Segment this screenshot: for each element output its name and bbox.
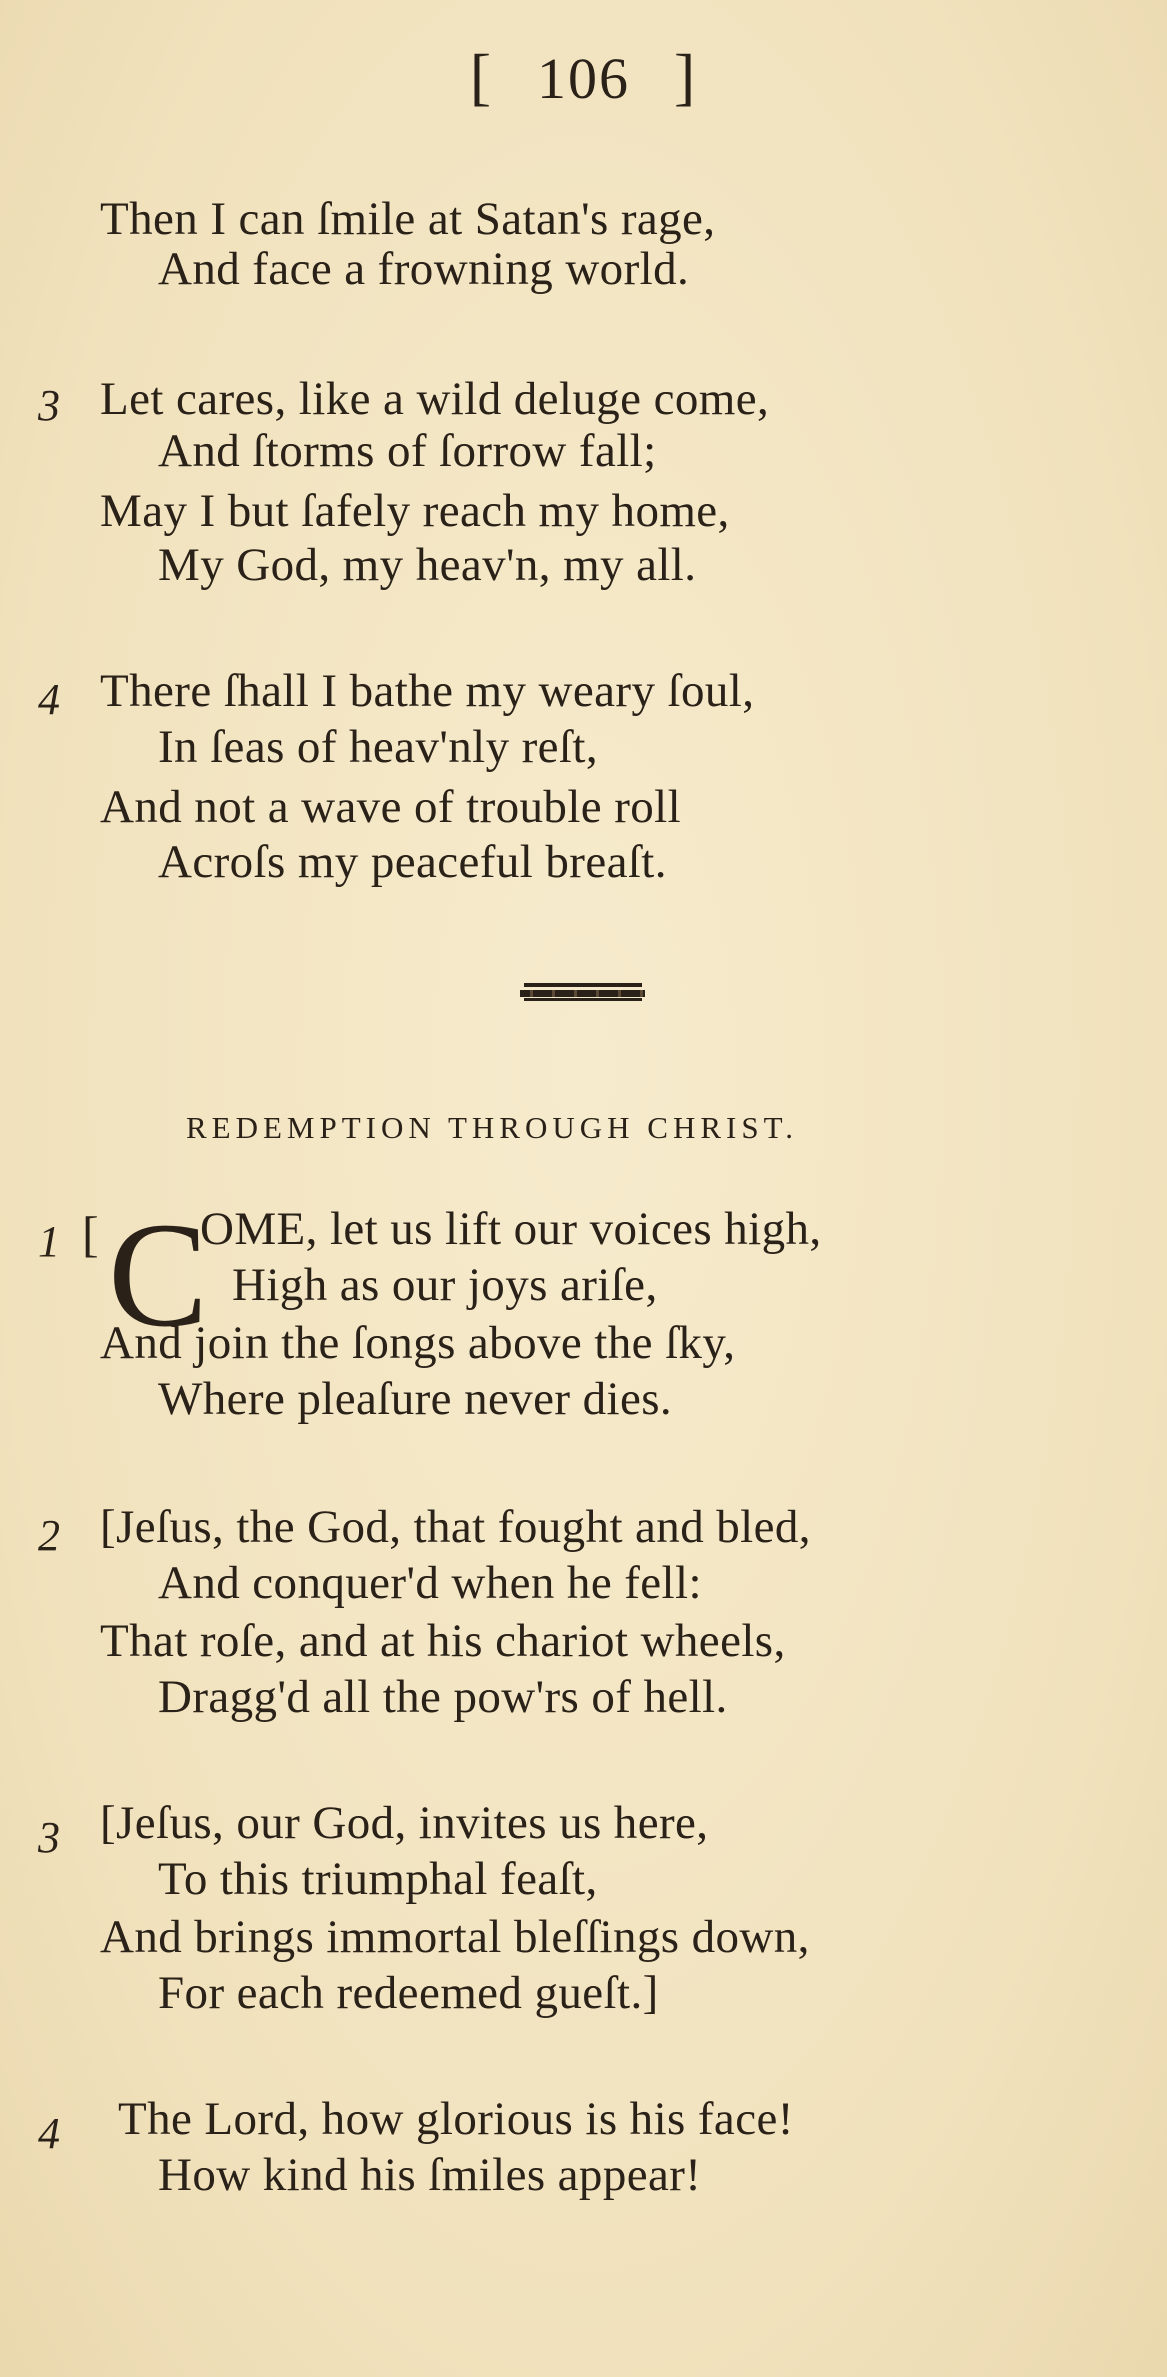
stanza-line: How kind his ſmiles appear! <box>158 2149 702 2201</box>
stanza-line: The Lord, how glorious is his face! <box>118 2093 794 2145</box>
stanza-line: High as our joys ariſe, <box>232 1259 658 1311</box>
stanza-line: To this triumphal feaſt, <box>158 1853 598 1905</box>
stanza-number: 4 <box>38 2109 60 2158</box>
stanza-number: 3 <box>38 381 60 430</box>
continuation-line: Then I can ſmile at Satan's rage, <box>100 193 716 245</box>
stanza-line: In ſeas of heav'nly reſt, <box>158 721 598 773</box>
ornamental-rule <box>520 983 645 1001</box>
page-number-header <box>0 40 1167 114</box>
stanza-line: And brings immortal bleſſings down, <box>100 1911 810 1963</box>
stanza-line: For each redeemed gueſt.] <box>158 1967 659 2019</box>
stanza-line: [Jeſus, the God, that fought and bled, <box>100 1501 811 1553</box>
drop-cap: C <box>108 1192 209 1358</box>
stanza-line: [Jeſus, our God, invites us here, <box>100 1797 709 1849</box>
stanza-number: 1 <box>38 1217 60 1266</box>
stanza-line: Dragg'd all the pow'rs of hell. <box>158 1671 728 1723</box>
stanza-line: Let cares, like a wild deluge come, <box>100 373 770 425</box>
stanza-number: 3 <box>38 1813 60 1862</box>
stanza-number: 4 <box>38 675 60 724</box>
stanza-line: OME, let us lift our voices high, <box>200 1203 822 1255</box>
stanza-number: 2 <box>38 1511 60 1560</box>
stanza-line: And join the ſongs above the ſky, <box>100 1317 736 1369</box>
stanza-line: Acroſs my peaceful breaſt. <box>158 836 667 888</box>
stanza-line: And conquer'd when he fell: <box>158 1557 702 1609</box>
stanza-line: And ſtorms of ſorrow fall; <box>158 425 657 477</box>
page-number: 106 <box>537 46 630 111</box>
page-number-left-bracket: [ <box>469 41 493 112</box>
stanza-line: There ſhall I bathe my weary ſoul, <box>100 665 755 717</box>
stanza-line: May I but ſafely reach my home, <box>100 485 730 537</box>
stanza-line: My God, my heav'n, my all. <box>158 539 697 591</box>
page-number-right-bracket: ] <box>674 41 698 112</box>
stanza-open-bracket: [ <box>82 1206 99 1262</box>
stanza-line: Where pleaſure never dies. <box>158 1373 673 1425</box>
stanza-line: And not a wave of trouble roll <box>100 781 682 833</box>
hymn-title: REDEMPTION THROUGH CHRIST. <box>186 1110 798 1145</box>
continuation-line: And face a frowning world. <box>158 243 690 295</box>
stanza-line: That roſe, and at his chariot wheels, <box>100 1615 786 1667</box>
